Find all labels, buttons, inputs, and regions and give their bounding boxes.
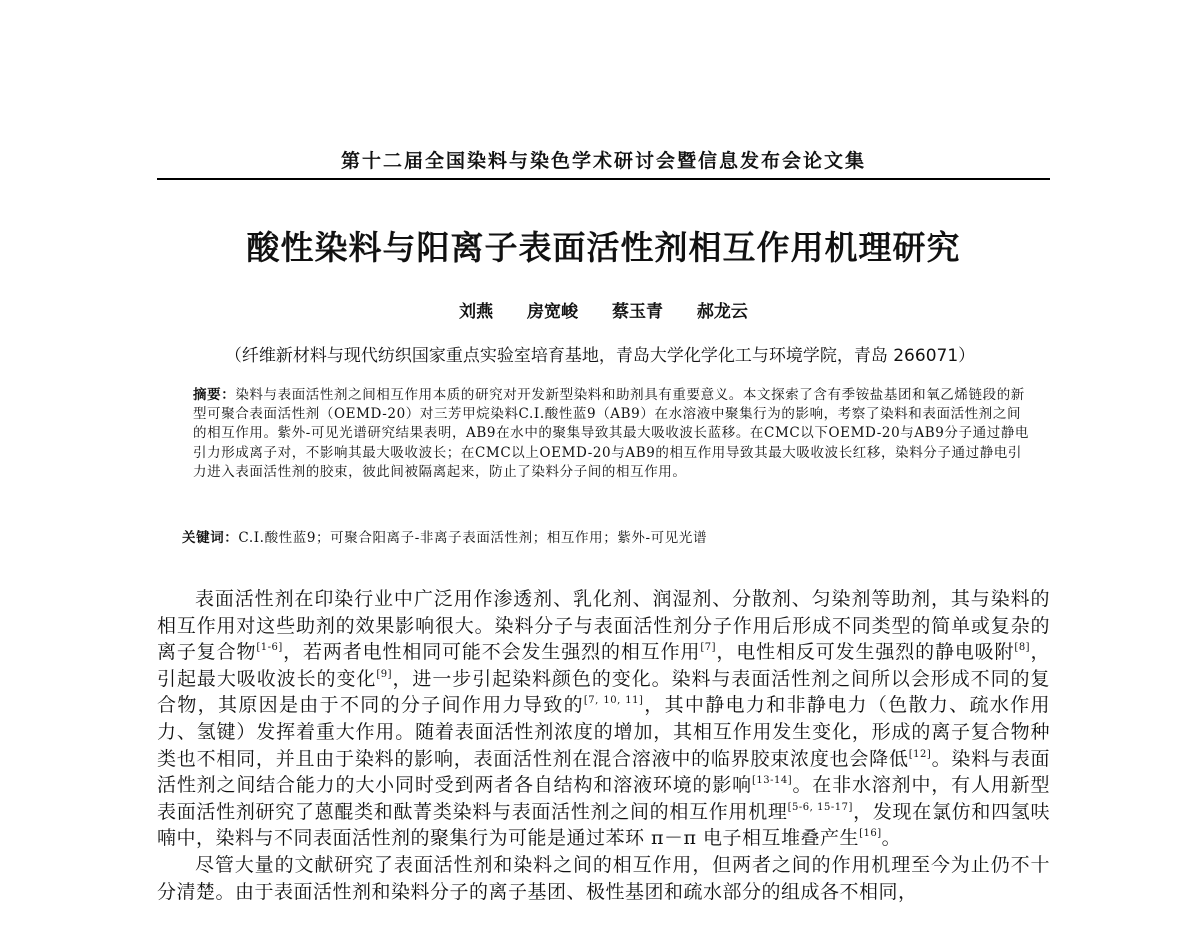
- keywords-label: 关键词：: [182, 530, 239, 546]
- abstract-text: 染料与表面活性剂之间相互作用本质的研究对开发新型染料和助剂具有重要意义。本文探索了含有季铵盐基团和氧乙烯链段的新型可聚合表面活性剂（OEMD-20）对三芳甲烷染料C.I.酸性蓝9（AB9）在水溶液中聚集行为的影响，考察了染料和表面活性剂之间的相互作用。紫外-可见光谱研究结果表明，AB9在水中的聚集导致其最大吸收波长蓝移。在CMC以下OEMD-20与AB9分子通过静电引力形成离子对，不影响其最大吸收波长；在CMC以上OEMD-20与AB9的相互作用导致其最大吸收波长红移，染料分子通过静电引力进入表面活性剂的胶束，彼此间被隔离起来，防止了染料分子间的相互作用。: [193, 387, 1030, 480]
- text-run: 。: [881, 827, 902, 850]
- text-run: ，电性相反可发生强烈的静电吸附: [716, 641, 1015, 664]
- citation: [9]: [376, 668, 392, 680]
- citation: [7]: [700, 642, 717, 654]
- header-rule: [157, 178, 1050, 180]
- text-run: 。在非水溶剂中，有人用新型表面活性剂研究了蒽醌类和酞菁类染料与表面活性剂之间的相互作用机理: [157, 774, 1050, 823]
- keywords: [182, 529, 1042, 548]
- running-header: 第十二届全国染料与染色学术研讨会暨信息发布会论文集: [340, 150, 866, 172]
- body-text: [157, 586, 1050, 905]
- keywords-text: C.I.酸性蓝9；可聚合阳离子-非离子表面活性剂；相互作用；紫外-可见光谱: [238, 530, 708, 546]
- abstract: [193, 386, 1033, 482]
- citation: [7, 10, 11]: [583, 695, 644, 707]
- citation: [13-14]: [752, 775, 793, 787]
- text-run: 。染料与表面活性剂之间结合能力的大小同时受到两者各自结构和溶液环境的影响: [157, 747, 1050, 797]
- paper-title: 酸性染料与阳离子表面活性剂相互作用机理研究: [246, 228, 961, 267]
- author: 郝龙云: [696, 302, 748, 322]
- text-run: ，进一步引起染料颜色的变化。染料与表面活性剂之间所以会形成不同的复合物，其原因是由于不同的分子间作用力导致的: [157, 667, 1050, 717]
- author: 房宽峻: [527, 302, 579, 322]
- citation: [8]: [1014, 642, 1031, 654]
- citation: [5-6, 15-17]: [787, 801, 853, 813]
- citation: [12]: [908, 748, 932, 760]
- author: 蔡玉青: [611, 302, 663, 322]
- author: 刘燕: [459, 302, 494, 322]
- paragraph: 尽管大量的文献研究了表面活性剂和染料之间的相互作用，但两者之间的作用机理至今为止仍不十分清楚。由于表面活性剂和染料分子的离子基团、极性基团和疏水部分的组成各不相同，: [157, 853, 1050, 903]
- abstract-label: 摘要：: [193, 387, 236, 403]
- citation: [16]: [859, 828, 882, 840]
- affiliation: （纤维新材料与现代纺织国家重点实验室培育基地，青岛大学化学化工与环境学院，青岛 266071）: [224, 346, 976, 366]
- citation: [1-6]: [256, 642, 283, 654]
- text-run: ，若两者电性相同可能不会发生强烈的相互作用: [282, 641, 701, 664]
- text-run: ，发现在氯仿和四氢呋喃中，染料与不同表面活性剂的聚集行为可能是通过苯环 π－π 电子相互堆叠产生: [157, 800, 1050, 850]
- text-run: ，其中静电力和非静电力（色散力、疏水作用力、氢键）发挥着重大作用。随着表面活性剂浓度的增加，其相互作用发生变化，形成的离子复合物种类也不相同，并且由于染料的影响，表面活性剂在混合溶液中的临界胶束浓度也会降低: [157, 694, 1050, 770]
- paragraph: [157, 586, 1050, 852]
- author-list: [157, 297, 1050, 322]
- text-run: 表面活性剂在印染行业中广泛用作渗透剂、乳化剂、润湿剂、分散剂、匀染剂等助剂，其与染料的相互作用对这些助剂的效果影响很大。染料分子与表面活性剂分子作用后形成不同类型的简单或复杂的离子复合物: [157, 588, 1050, 664]
- text-run: ，引起最大吸收波长的变化: [157, 641, 1050, 690]
